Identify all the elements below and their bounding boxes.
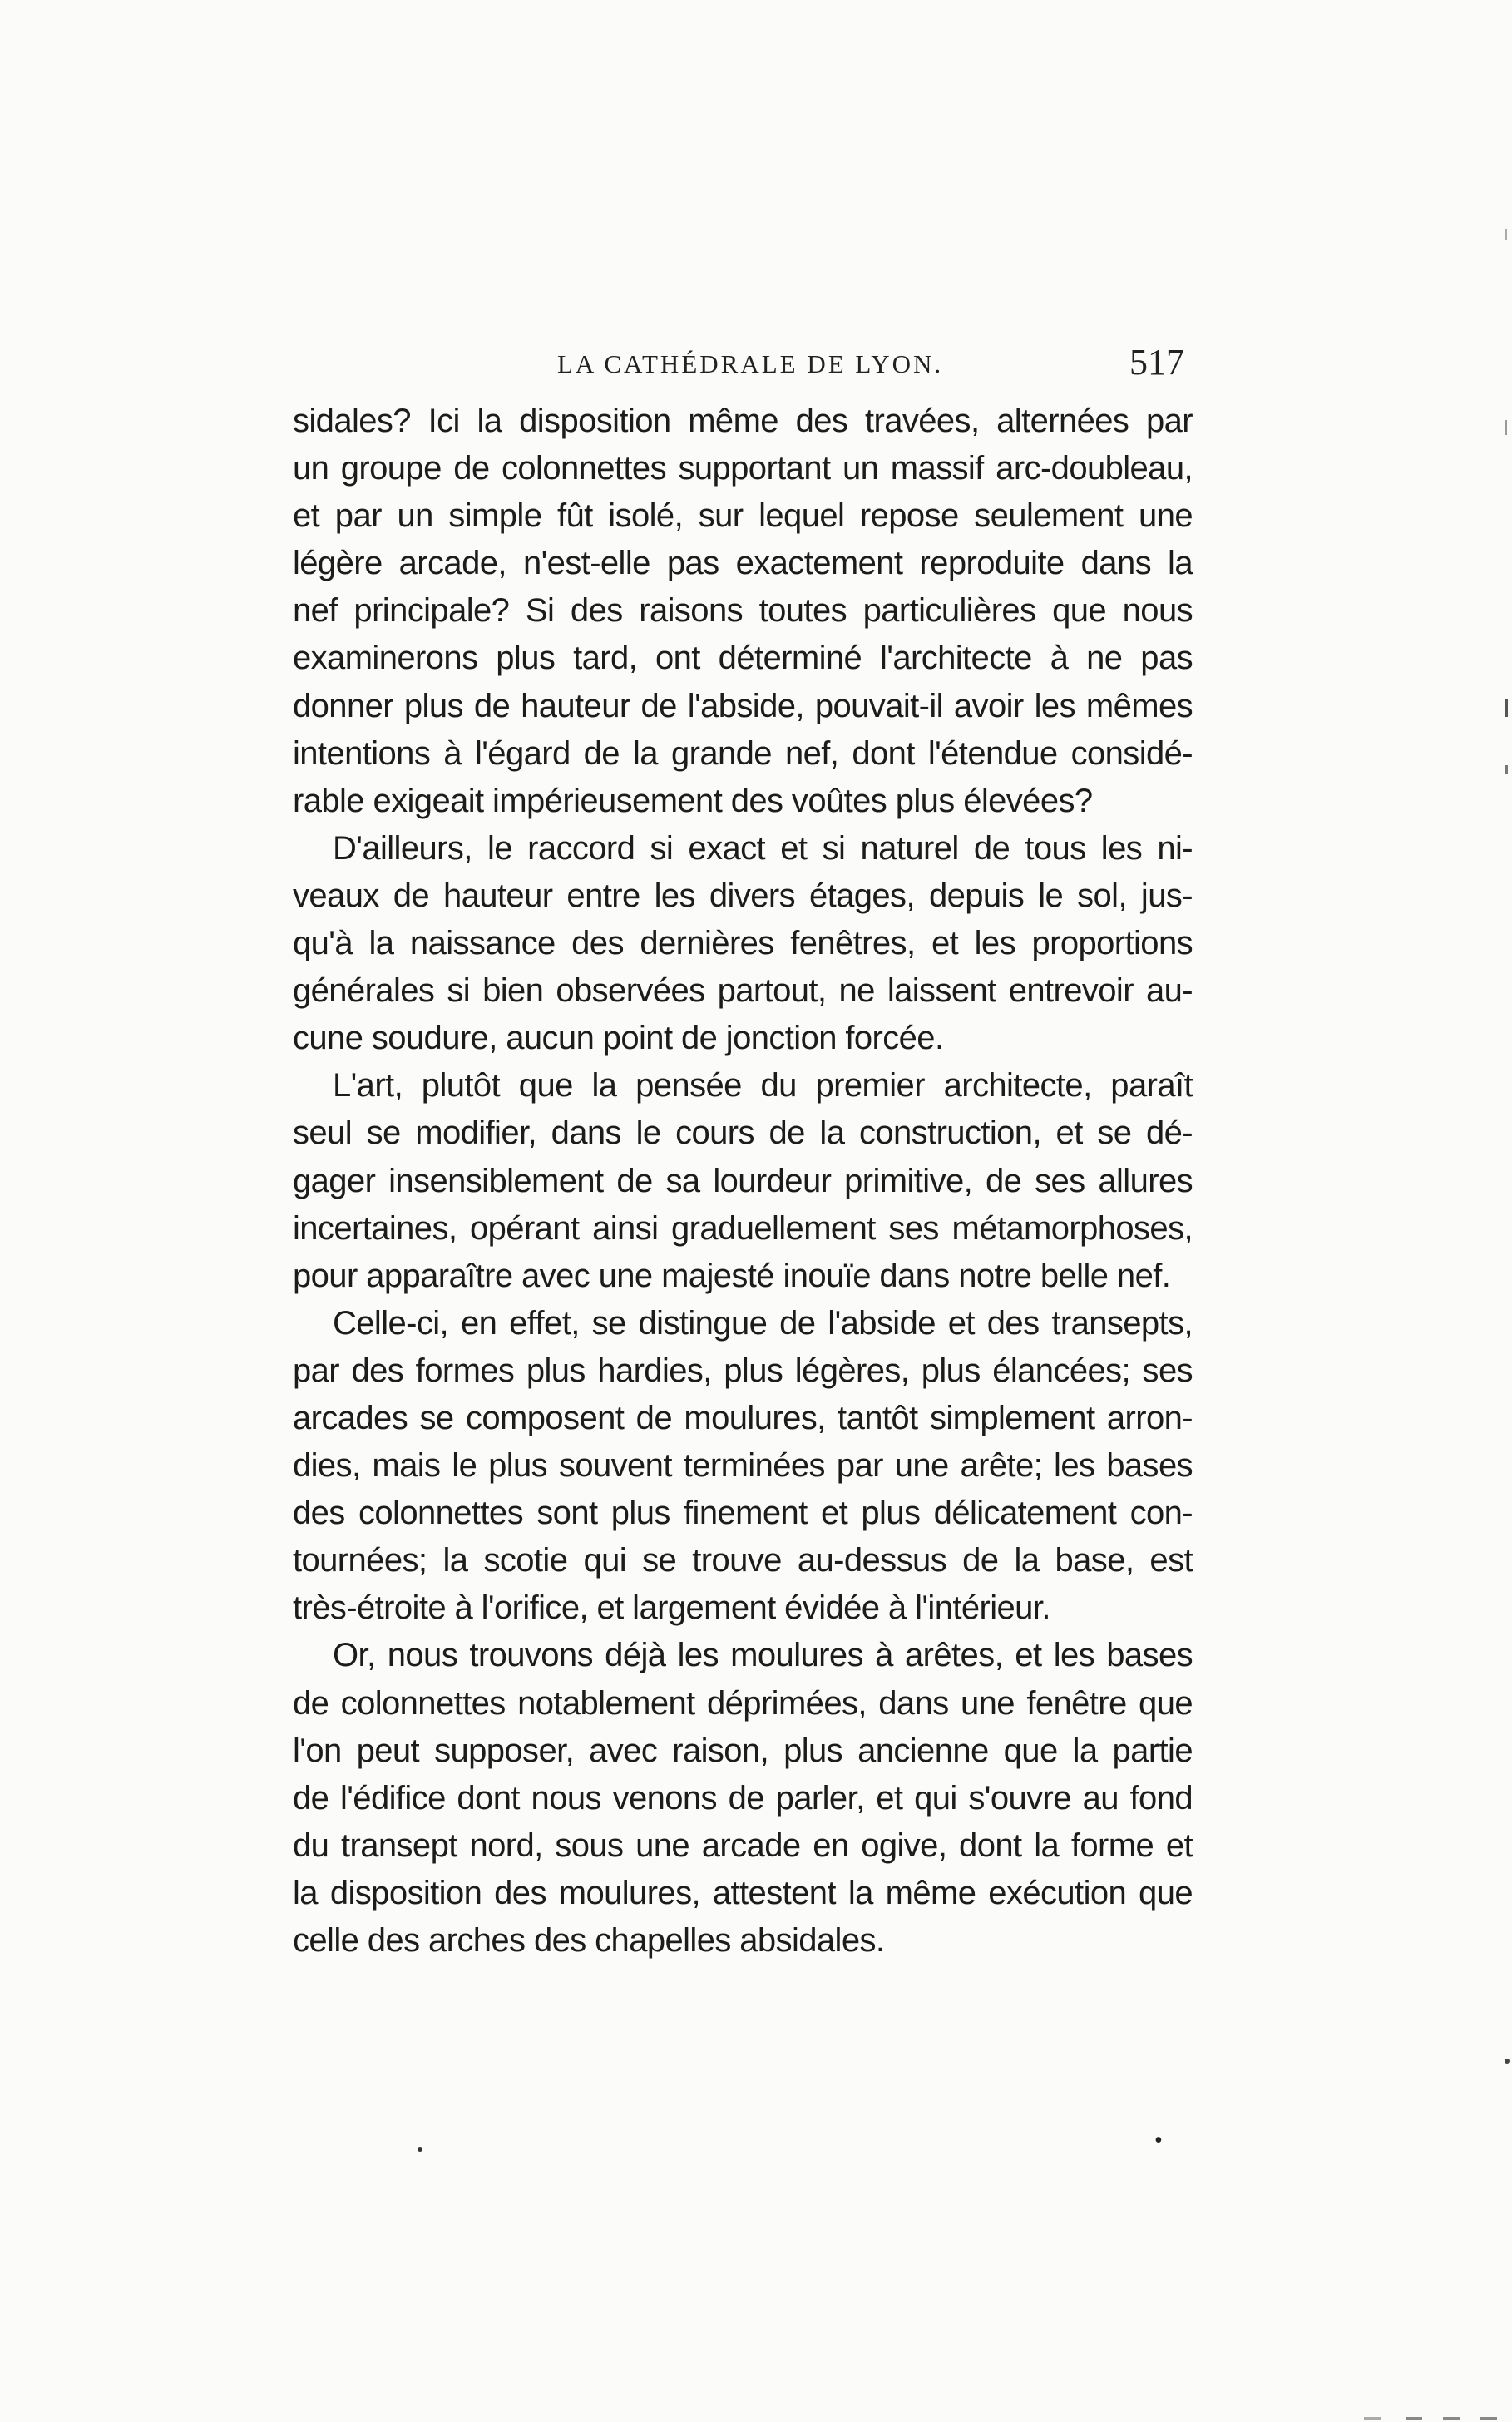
edge-mark xyxy=(1505,229,1507,240)
text-line: du transept nord, sous une arcade en ogive, dont la forme et xyxy=(293,1826,1193,1864)
text-line: la disposition des moulures, attestent la même exécution que xyxy=(293,1874,1193,1911)
text-line: qu'à la naissance des dernières fenêtres, et les proportions xyxy=(293,925,1193,962)
edge-mark xyxy=(1505,765,1508,774)
text-line: incertaines, opérant ainsi graduellement ses métamorphoses, xyxy=(293,1209,1193,1247)
text-line: de colonnettes notablement déprimées, dans une fenêtre que xyxy=(293,1684,1193,1722)
text-line: générales si bien observées partout, ne laissent entrevoir au- xyxy=(293,972,1193,1010)
text-line: nef principale? Si des raisons toutes particulières que nous xyxy=(293,592,1193,630)
text-line: cune soudure, aucun point de jonction forcée. xyxy=(293,1020,944,1057)
text-line: un groupe de colonnettes supportant un massif arc-doubleau, xyxy=(293,450,1193,487)
text-line: gager insensiblement de sa lourdeur primitive, de ses allures xyxy=(293,1162,1193,1199)
text-line: Or, nous trouvons déjà les moulures à arêtes, et les bases xyxy=(333,1637,1193,1674)
text-line: tournées; la scotie qui se trouve au-dessus de la base, est xyxy=(293,1542,1193,1579)
text-line: D'ailleurs, le raccord si exact et si naturel de tous les ni- xyxy=(333,829,1193,867)
edge-mark xyxy=(1364,2417,1381,2420)
text-line: rable exigeait impérieusement des voûtes plus élevées? xyxy=(293,782,1093,819)
text-line: seul se modifier, dans le cours de la construction, et se dé- xyxy=(293,1115,1193,1152)
text-line: intentions à l'égard de la grande nef, dont l'étendue considé- xyxy=(293,734,1193,772)
text-line: très-étroite à l'orifice, et largement évidée à l'intérieur. xyxy=(293,1589,1050,1627)
text-line: dies, mais le plus souvent terminées par une arête; les bases xyxy=(293,1447,1193,1485)
edge-mark xyxy=(1505,420,1507,435)
text-line: et par un simple fût isolé, sur lequel repose seulement une xyxy=(293,497,1193,535)
edge-mark xyxy=(1443,2417,1460,2420)
text-line: par des formes plus hardies, plus légères, plus élancées; ses xyxy=(293,1352,1193,1389)
page-number: 517 xyxy=(1129,342,1184,383)
text-line: examinerons plus tard, ont déterminé l'architecte à ne pas xyxy=(293,640,1193,677)
edge-mark xyxy=(1406,2417,1422,2420)
text-line: pour apparaître avec une majesté inouïe dans notre belle nef. xyxy=(293,1257,1171,1294)
edge-mark xyxy=(1505,699,1508,717)
text-line: des colonnettes sont plus finement et plus délicatement con- xyxy=(293,1495,1193,1532)
signature-mark: • xyxy=(1154,2128,1163,2153)
edge-mark xyxy=(1480,2417,1497,2420)
text-line: L'art, plutôt que la pensée du premier architecte, paraît xyxy=(333,1067,1193,1105)
text-line: l'on peut supposer, avec raison, plus ancienne que la partie xyxy=(293,1732,1193,1769)
text-line: de l'édifice dont nous venons de parler, et qui s'ouvre au fond xyxy=(293,1779,1193,1816)
body-text xyxy=(293,398,1193,1965)
speck xyxy=(418,2147,422,2152)
text-line: veaux de hauteur entre les divers étages, depuis le sol, jus- xyxy=(293,877,1193,914)
text-line: arcades se composent de moulures, tantôt simplement arron- xyxy=(293,1399,1193,1436)
running-head: LA CATHÉDRALE DE LYON. xyxy=(557,349,944,378)
text-line: légère arcade, n'est-elle pas exactement reproduite dans la xyxy=(293,545,1193,582)
text-line: Celle-ci, en effet, se distingue de l'abside et des transepts, xyxy=(333,1304,1193,1342)
text-line: sidales? Ici la disposition même des travées, alternées par xyxy=(293,403,1193,439)
speck xyxy=(1505,2059,1510,2064)
text-line: donner plus de hauteur de l'abside, pouvait-il avoir les mêmes xyxy=(293,687,1193,724)
text-line: celle des arches des chapelles absidales. xyxy=(293,1922,885,1959)
